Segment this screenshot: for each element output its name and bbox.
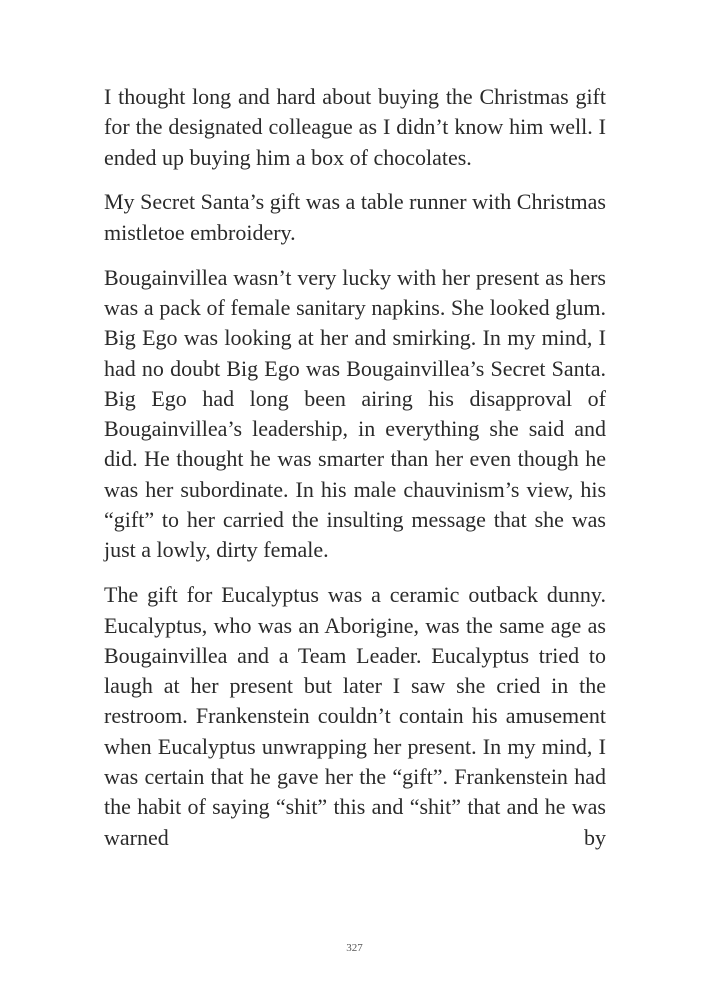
body-text: [104, 82, 606, 853]
paragraph-christmas-gift: I thought long and hard about buying the Christmas gift for the designated colleague as I didn’t know him well. I ended up buying him a box of chocolates.: [104, 84, 606, 170]
page-number: 327: [346, 942, 363, 954]
paragraph-eucalyptus: The gift for Eucalyptus was a ceramic outback dunny. Eucalyptus, who was an Aborigine, was the same age as Bougainvillea and a Team Leader. Eucalyptus tried to laugh at her present but later I saw she cried in the restroom. Frankenstein couldn’t contain his amusement when Eucalyptus unwrapping her present. In my mind, I was certain that he gave her the “gift”. Frankenstein had the habit of saying “shit” this and “shit” that and he was warned by: [104, 582, 606, 850]
paragraph-secret-santa-gift: My Secret Santa’s gift was a table runner with Christmas mistletoe embroidery.: [104, 189, 606, 245]
paragraph-bougainvillea: Bougainvillea wasn’t very lucky with her present as hers was a pack of female sanitary napkins. She looked glum. Big Ego was looking at her and smirking. In my mind, I had no doubt Big Ego was Bougainvillea’s Secret Santa. Big Ego had long been airing his disapproval of Bougainvillea’s leadership, in everything she said and did. He thought he was smarter than her even though he was her subordinate. In his male chauvinism’s view, his “gift” to her carried the insulting message that she was just a lowly, dirty female.: [104, 264, 606, 563]
